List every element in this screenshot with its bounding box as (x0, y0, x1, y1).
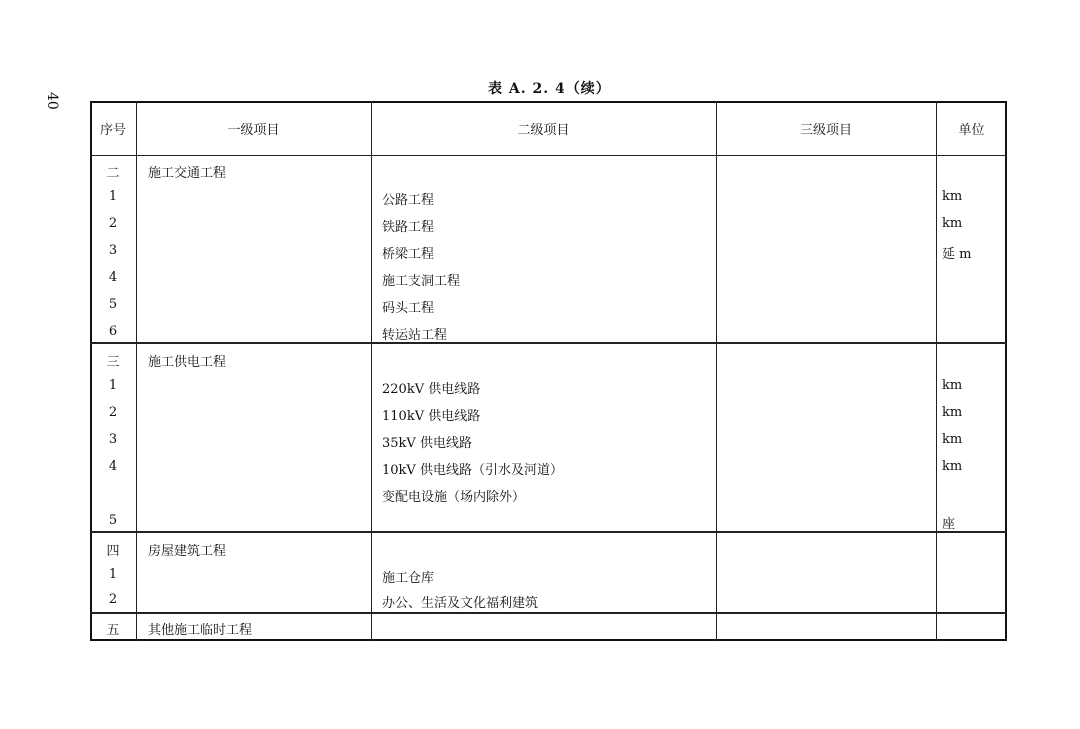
row-unit: km (942, 189, 963, 204)
row-level2: 码头工程 (382, 301, 435, 316)
row-unit: km (942, 432, 963, 447)
row-index: 1 (108, 567, 118, 582)
row-level2: 施工支洞工程 (382, 274, 461, 289)
row-level1: 其他施工临时工程 (148, 623, 253, 638)
table-row (90, 400, 1007, 427)
row-level2: 桥梁工程 (382, 247, 435, 262)
header-level1: 一级项目 (227, 122, 280, 138)
row-index: 6 (108, 324, 118, 339)
row-unit: km (942, 459, 963, 474)
row-index: 1 (108, 378, 118, 393)
table-row (90, 614, 1007, 641)
row-level2: 35kV 供电线路 (382, 436, 472, 451)
row-level1: 房屋建筑工程 (148, 544, 227, 559)
header-rule (90, 155, 1007, 156)
row-level1: 施工供电工程 (148, 355, 227, 370)
table-row (90, 587, 1007, 614)
table-row (90, 427, 1007, 454)
table-row (90, 238, 1007, 265)
table-row (90, 157, 1007, 184)
table-row (90, 319, 1007, 346)
table-row (90, 211, 1007, 238)
row-level2: 施工仓库 (382, 571, 435, 586)
table-row (90, 346, 1007, 373)
row-index: 4 (108, 270, 118, 285)
row-index: 2 (108, 405, 118, 420)
row-level2: 220kV 供电线路 (382, 382, 481, 397)
row-level2: 办公、生活及文化福利建筑 (382, 596, 539, 611)
header-unit: 单位 (958, 122, 985, 138)
row-level2: 变配电设施（场内除外） (382, 490, 526, 505)
row-unit: 延 m (942, 247, 972, 262)
row-index: 五 (106, 623, 120, 638)
table-title: 表 A. 2. 4（续） (488, 81, 611, 97)
row-index: 2 (108, 592, 118, 607)
row-index: 三 (106, 355, 120, 370)
row-level1: 施工交通工程 (148, 166, 227, 181)
table-row (90, 481, 1007, 508)
row-unit: km (942, 216, 963, 231)
row-level2: 公路工程 (382, 193, 435, 208)
row-index: 5 (108, 297, 118, 312)
row-index: 四 (106, 544, 120, 559)
row-unit: km (942, 405, 963, 420)
table-row (90, 265, 1007, 292)
header-level3: 三级项目 (799, 122, 852, 138)
table-row (90, 292, 1007, 319)
table-row (90, 535, 1007, 562)
table-row (90, 184, 1007, 211)
row-level2: 10kV 供电线路（引水及河道） (382, 463, 563, 478)
row-unit: km (942, 378, 963, 393)
row-index: 1 (108, 189, 118, 204)
row-index: 5 (108, 513, 118, 528)
table-row (90, 454, 1007, 481)
header-index: 序号 (99, 122, 126, 138)
row-index: 3 (108, 243, 118, 258)
row-index: 二 (106, 166, 120, 181)
page-number: 40 (44, 92, 60, 110)
row-level2: 转运站工程 (382, 328, 448, 343)
row-index: 4 (108, 459, 118, 474)
row-unit: 座 (942, 517, 956, 532)
table-row (90, 373, 1007, 400)
row-index: 2 (108, 216, 118, 231)
row-level2: 110kV 供电线路 (382, 409, 481, 424)
project-table (90, 101, 1007, 641)
header-level2: 二级项目 (517, 122, 570, 138)
table-row (90, 562, 1007, 589)
table-row (90, 508, 1007, 535)
row-index: 3 (108, 432, 118, 447)
row-level2: 铁路工程 (382, 220, 435, 235)
